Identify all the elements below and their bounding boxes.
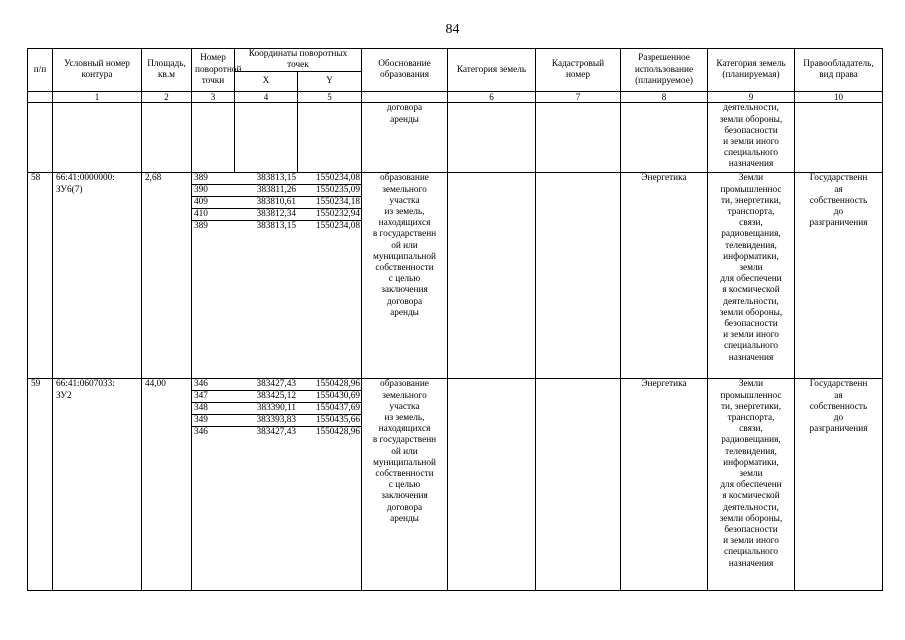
land-category <box>448 379 536 591</box>
point-x: 383813,15 <box>256 221 296 232</box>
land-plot-table <box>27 48 883 591</box>
points-block <box>192 173 362 379</box>
point-number: 410 <box>192 209 235 221</box>
point-number: 348 <box>192 403 235 415</box>
column-number: 10 <box>795 92 883 103</box>
cadastral-number <box>536 379 621 591</box>
continuation-row <box>28 103 883 173</box>
basis-text: образование земельного участка из земель, находящихся в государственн ой или муниципальной собственности с целью заключения договора аренды <box>362 379 448 591</box>
header-cadastral-number: Кадастровый номер <box>536 49 621 92</box>
point-x: 383390,11 <box>235 403 298 415</box>
point-row <box>192 379 362 391</box>
area-value: 44,00 <box>142 379 192 591</box>
contour-number: 66:41:0000000: ЗУ6(7) <box>53 173 142 379</box>
permitted-use: Энергетика <box>621 173 708 379</box>
point-number: 389 <box>194 221 208 232</box>
point-y: 1550232,94 <box>298 209 362 221</box>
column-number: 8 <box>621 92 708 103</box>
header-permitted-use: Разрешенное использование (планируемое) <box>621 49 708 92</box>
point-x: 383425,12 <box>235 391 298 403</box>
column-number: 1 <box>53 92 142 103</box>
point-x: 383812,34 <box>235 209 298 221</box>
point-x: 383427,43 <box>256 427 296 438</box>
point-row <box>192 221 362 233</box>
table-row <box>28 173 883 379</box>
land-category-planned-text: деятельности, земли обороны, безопасности и земли иного специального назначения <box>708 103 795 173</box>
column-number: 7 <box>536 92 621 103</box>
contour-number: 66:41:0607033: ЗУ2 <box>53 379 142 591</box>
point-row <box>192 197 362 209</box>
owner-text: Государственн ая собственность до разграничения <box>795 173 883 379</box>
point-x: 383811,26 <box>235 185 298 197</box>
point-row <box>192 185 362 197</box>
point-y: 1550435,66 <box>298 415 362 427</box>
land-category-planned-text: Земли промышленнос ти, энергетики, транспорта, связи, радиовещания, телевидения, информатики, земли для обеспечени я космической деятельности, земли обороны, безопасности и земли иного специального назначения <box>708 173 795 379</box>
point-row <box>192 209 362 221</box>
point-number: 346 <box>194 427 208 438</box>
point-y: 1550234,08 <box>315 221 360 232</box>
point-row <box>192 427 362 439</box>
land-category <box>448 173 536 379</box>
table-row <box>28 379 883 591</box>
row-number: 59 <box>28 379 53 591</box>
basis-text: договора аренды <box>362 103 448 173</box>
point-number: 409 <box>192 197 235 209</box>
column-number: 9 <box>708 92 795 103</box>
header-y: Y <box>298 72 362 92</box>
point-y: 1550437,69 <box>298 403 362 415</box>
point-y: 1550428,96 <box>315 427 360 438</box>
column-number <box>362 92 448 103</box>
header-coordinates: Координаты поворотных точек <box>235 49 362 72</box>
permitted-use: Энергетика <box>621 379 708 591</box>
row-number: 58 <box>28 173 53 379</box>
land-category-planned-text: Земли промышленнос ти, энергетики, транспорта, связи, радиовещания, телевидения, информатики, земли для обеспечени я космической деятельности, земли обороны, безопасности и земли иного специального назначения <box>708 379 795 591</box>
point-y: 1550430,69 <box>298 391 362 403</box>
header-land-category: Категория земель <box>448 49 536 92</box>
point-y: 1550235,09 <box>298 185 362 197</box>
point-x: 383810,61 <box>235 197 298 209</box>
header-x: X <box>235 72 298 92</box>
header-point-number: Номер поворотной точки <box>192 49 235 92</box>
point-number: 349 <box>192 415 235 427</box>
column-number: 2 <box>142 92 192 103</box>
point-number: 347 <box>192 391 235 403</box>
column-number <box>28 92 53 103</box>
header-owner: Правообладатель, вид права <box>795 49 883 92</box>
point-row <box>192 173 362 185</box>
header-land-category-planned: Категория земель (планируемая) <box>708 49 795 92</box>
column-number: 4 <box>235 92 298 103</box>
point-number: 346 <box>192 379 235 391</box>
column-number: 5 <box>298 92 362 103</box>
point-y: 1550428,96 <box>298 379 362 391</box>
point-x: 383813,15 <box>235 173 298 185</box>
point-y: 1550234,08 <box>298 173 362 185</box>
header-np: п/п <box>28 49 53 92</box>
point-number: 390 <box>192 185 235 197</box>
owner-text: Государственн ая собственность до разграничения <box>795 379 883 591</box>
page-number: 84 <box>445 22 460 37</box>
cadastral-number <box>536 173 621 379</box>
point-x: 383393,83 <box>235 415 298 427</box>
area-value: 2,68 <box>142 173 192 379</box>
point-y: 1550234,18 <box>298 197 362 209</box>
column-number: 3 <box>192 92 235 103</box>
points-block <box>192 379 362 591</box>
header-basis: Обоснование образования <box>362 49 448 92</box>
point-row <box>192 415 362 427</box>
header-contour: Условный номер контура <box>53 49 142 92</box>
header-area: Площадь, кв.м <box>142 49 192 92</box>
column-number: 6 <box>448 92 536 103</box>
point-row <box>192 391 362 403</box>
point-row <box>192 403 362 415</box>
basis-text: образование земельного участка из земель, находящихся в государственн ой или муниципальной собственности с целью заключения договора аренды <box>362 173 448 379</box>
point-number: 389 <box>192 173 235 185</box>
point-x: 383427,43 <box>235 379 298 391</box>
